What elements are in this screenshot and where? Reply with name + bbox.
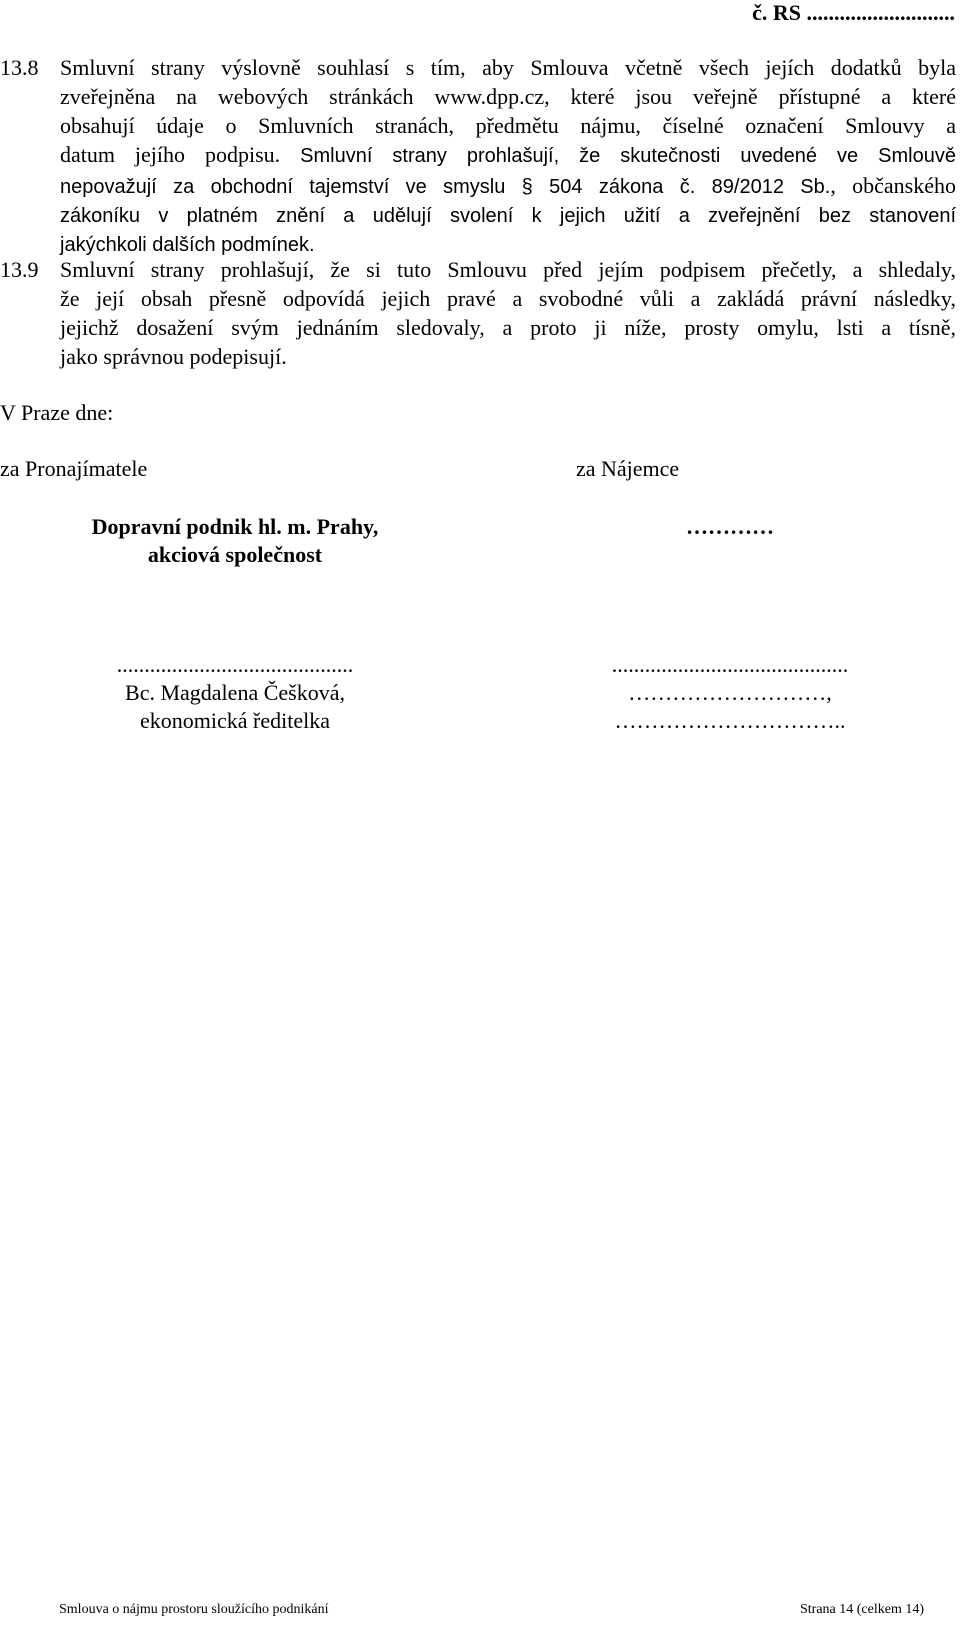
clause-line: jakýchkoli dalších podmínek.: [60, 234, 315, 256]
clause-text: [60, 53, 956, 260]
clause-fragment: nepovažují za obchodní tajemství ve smyslu § 504 zákona č. 89/2012 Sb.: [60, 176, 831, 198]
clause-fragment: datum jejího podpisu.: [60, 142, 281, 167]
clause-line-mixed: [60, 140, 956, 171]
clause-13-9: [0, 255, 956, 371]
landlord-company-name: Dopravní podnik hl. m. Prahy,: [91, 514, 379, 539]
clause-text: [60, 255, 956, 371]
landlord-label: za Pronajímatele: [0, 456, 148, 481]
clause-line: Smluvní strany prohlašují, že si tuto Smlouvu před jejím podpisem přečetly, a shledaly,: [60, 257, 956, 282]
landlord-signatory-name: Bc. Magdalena Češková,: [125, 680, 345, 705]
tenant-position-placeholder: …………………………..: [614, 708, 846, 733]
landlord-signature-line: ...........................................: [116, 652, 354, 677]
clause-line-mixed: [60, 171, 956, 202]
clause-line: obsahují údaje o Smluvních stranách, předmětu nájmu, číselné označení Smlouvy a: [60, 113, 956, 138]
clause-line: Smluvní strany výslovně souhlasí s tím, aby Smlouva včetně všech jejích dodatků byla: [60, 55, 956, 80]
footer-page-number: Strana 14 (celkem 14): [799, 1602, 924, 1617]
landlord-signatory-position: ekonomická ředitelka: [140, 708, 330, 733]
clause-line: zákoníku v platném znění a udělují svolení k jejich užití a zveřejnění bez stanovení: [60, 205, 956, 227]
clause-number: 13.9: [0, 257, 39, 282]
tenant-signatory-placeholder: ………………………,: [628, 680, 832, 705]
clause-line: zveřejněna na webových stránkách www.dpp.cz, které jsou veřejně přístupné a které: [60, 84, 956, 109]
clause-fragment: Smluvní strany prohlašují, že skutečnosti uvedené ve Smlouvě: [280, 145, 956, 167]
clause-13-8: [0, 53, 956, 260]
clause-line: jako správnou podepisují.: [60, 344, 287, 369]
clause-fragment: , občanského: [830, 173, 956, 198]
landlord-company-type: akciová společnost: [147, 542, 323, 567]
tenant-signature-line: ...........................................: [611, 652, 849, 677]
contract-reference: č. RS ...........................: [752, 0, 955, 25]
clause-number: 13.8: [0, 55, 39, 80]
clause-line: jejichž dosažení svým jednáním sledovaly, a proto ji níže, prosty omylu, lsti a tísně,: [60, 315, 956, 340]
tenant-company-placeholder: …………: [686, 514, 774, 539]
place-and-date: V Praze dne:: [0, 400, 114, 425]
tenant-label: za Nájemce: [576, 456, 680, 481]
clause-line: že její obsah přesně odpovídá jejich pravé a svobodné vůli a zakládá právní následky,: [60, 286, 956, 311]
footer-document-title: Smlouva o nájmu prostoru sloužícího podnikání: [59, 1602, 329, 1617]
